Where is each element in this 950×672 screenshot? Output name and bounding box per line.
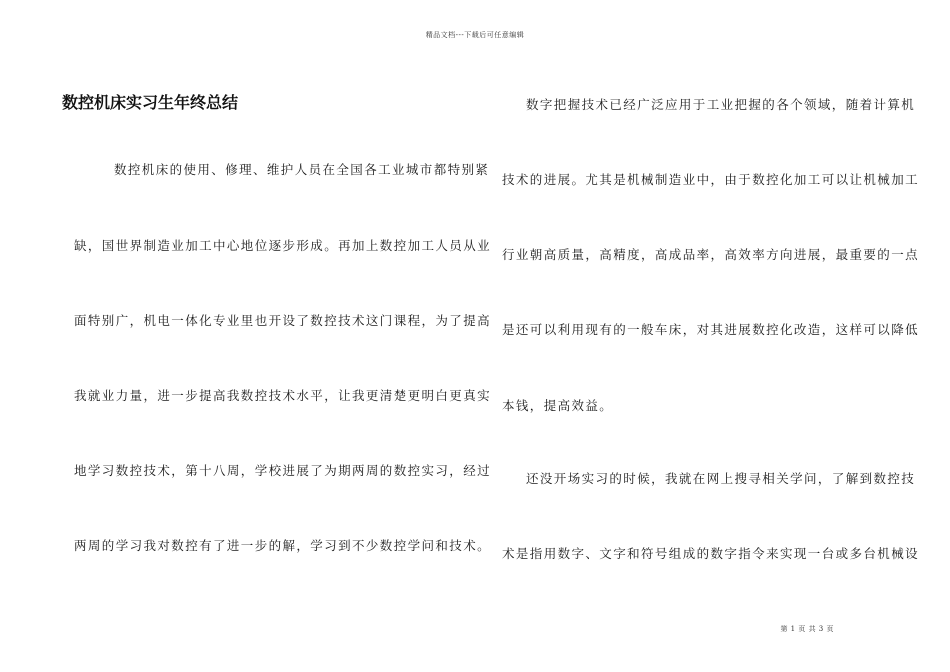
text-line: 两周的学习我对数控有了进一步的解，学习到不少数控学问和技术。 <box>74 538 492 553</box>
text-line: 还没开场实习的时候，我就在网上搜寻相关学问，了解到数控技 <box>526 471 916 486</box>
text-line: 缺，国世界制造业加工中心地位逐步形成。再加上数控加工人员从业 <box>74 238 492 253</box>
text-line: 本钱，提高效益。 <box>502 398 614 413</box>
text-line: 数字把握技术已经广泛应用于工业把握的各个领域，随着计算机 <box>526 97 916 112</box>
page-header: 精品文档---下载后可任意编辑 <box>425 31 525 39</box>
text-line: 数控机床的使用、修理、维护人员在全国各工业城市都特别紧 <box>114 162 490 177</box>
text-line: 地学习数控技术，第十八周，学校进展了为期两周的数控实习，经过 <box>74 463 492 478</box>
document-title: 数控机床实习生年终总结 <box>62 93 239 112</box>
text-line: 行业朝高质量，高精度，高成品率，高效率方向进展，最重要的一点 <box>502 247 920 262</box>
text-line: 技术的进展。尤其是机械制造业中，由于数控化加工可以让机械加工 <box>502 172 920 187</box>
text-line: 是还可以利用现有的一般车床，对其进展数控化改造，这样可以降低 <box>502 322 920 337</box>
text-line: 我就业力量，进一步提高我数控技术水平，让我更清楚更明白更真实 <box>74 388 492 403</box>
page-number: 第 1 页 共 3 页 <box>780 625 834 633</box>
text-line: 术是指用数字、文字和符号组成的数字指令来实现一台或多台机械设 <box>502 546 920 561</box>
text-line: 面特别广，机电一体化专业里也开设了数控技术这门课程，为了提高 <box>74 313 492 328</box>
